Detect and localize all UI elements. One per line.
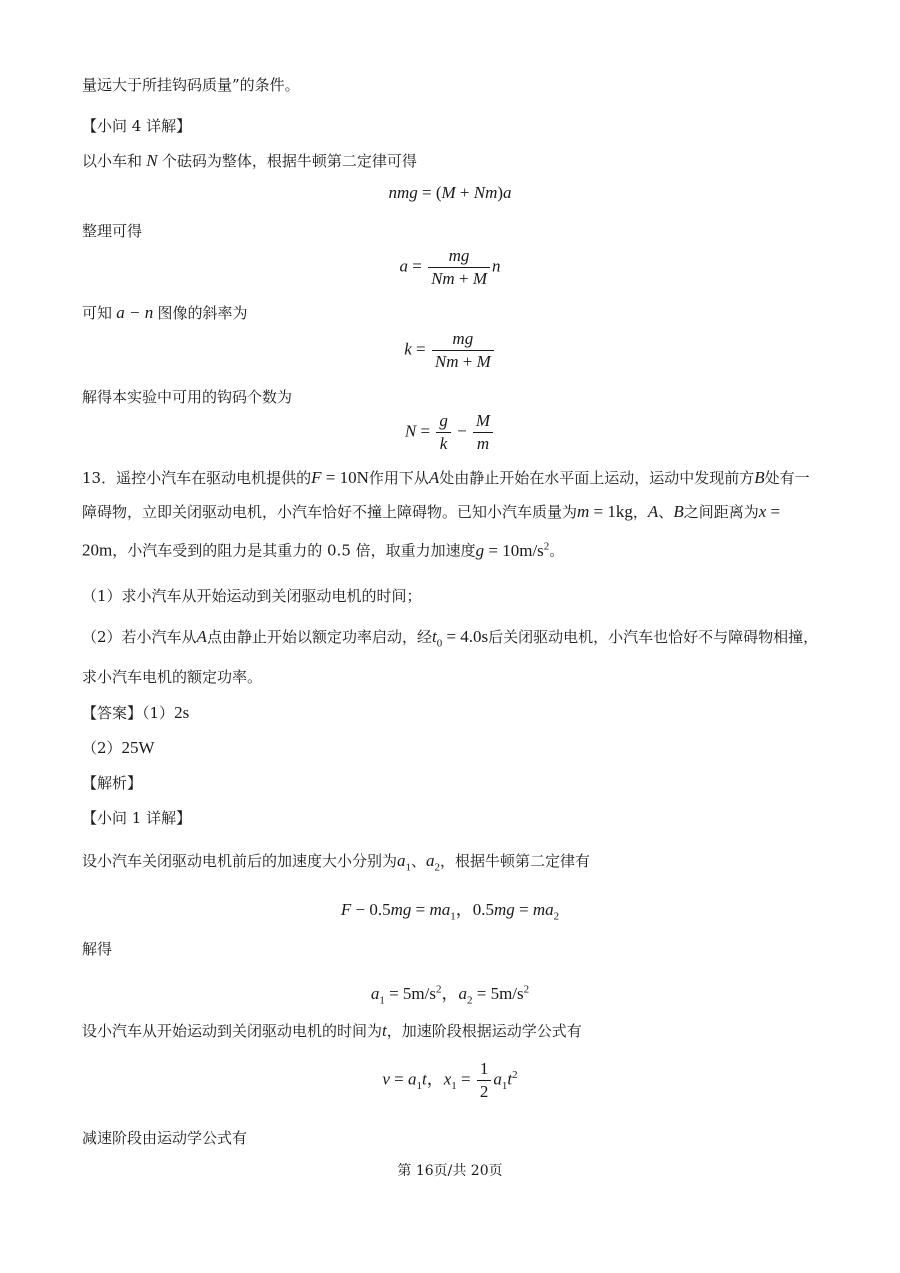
text: 之间距离为: [683, 503, 759, 521]
text: （2）若小汽车从: [82, 628, 197, 646]
text: 处有一障碍物，立即关闭驱动电机，小汽车恰好不撞上障碍物。已知小汽车质量为: [82, 469, 810, 521]
section-heading: 【小问 1 详解】: [82, 809, 192, 827]
equation: $F - 0.5mg = ma_1$，$0.5mg = ma_2$: [340, 900, 560, 923]
text: 以小车和: [82, 152, 143, 170]
text-line: 减速阶段由运动学公式有: [82, 1129, 248, 1147]
text: 、: [658, 503, 674, 521]
page-footer: 第 16页/共 20页: [397, 1163, 503, 1179]
sub-question-2: （2）若小汽车从A点由静止开始以额定功率启动，经$t_0 = 4.0s$后关闭驱动电机，小汽车也恰好不与障碍物相撞，求小汽车电机的额定功率。: [82, 627, 819, 687]
text: 后关闭驱动电机，小汽车也恰好不与障碍物相撞，求小汽车电机的额定功率。: [82, 628, 819, 687]
equation: nmg = (M + Nm)a: [388, 183, 512, 202]
text: ，根据牛顿第二定律有: [440, 852, 591, 870]
section-heading: 【小问 4 详解】: [82, 117, 192, 135]
analysis-heading: 【解析】: [82, 774, 143, 792]
text: 设小汽车从开始运动到关闭驱动电机的时间为: [82, 1022, 383, 1040]
text-line: 整理可得: [82, 222, 143, 240]
text: ，小汽车受到的阻力是其重力的 0.5 倍，取重力加速度: [112, 541, 476, 560]
sub-question-1: （1）求小汽车从开始运动到关闭驱动电机的时间；: [82, 587, 422, 605]
text: ，加速阶段根据运动学公式有: [386, 1022, 582, 1040]
text: 图像的斜率为: [157, 304, 248, 322]
text-line: 设小汽车关闭驱动电机前后的加速度大小分别为$a_1$、$a_2$，根据牛顿第二定律有: [82, 851, 591, 874]
text: 个砝码为整体，根据牛顿第二定律可得: [161, 152, 417, 170]
text: ，: [632, 503, 648, 521]
answer-2: [82, 737, 155, 758]
equation: N = $\frac{g}{k}$ − $\frac{M}{m}$: [0, 410, 900, 455]
answer-value: 2s: [174, 703, 190, 722]
text-line: 可知 a − n 图像的斜率为: [82, 303, 248, 322]
text: 设小汽车关闭驱动电机前后的加速度大小分别为: [82, 852, 398, 870]
text: 处由静止开始在水平面上运动，运动中发现前方: [439, 469, 755, 487]
equation: a = $\frac{mg}{Nm + M}$ n: [399, 246, 501, 288]
text-line: 解得本实验中可用的钩码个数为: [82, 388, 293, 406]
text: 作用下从: [368, 469, 429, 487]
text-line: 设小汽车从开始运动到关闭驱动电机的时间为t，加速阶段根据运动学公式有: [82, 1021, 582, 1040]
equation: $a_1 = 5m/s^2$，$a_2 = 5m/s^2$: [370, 983, 530, 1007]
text: 、: [411, 852, 427, 870]
text-line: 以小车和 N 个砝码为整体，根据牛顿第二定律可得: [82, 151, 417, 170]
equation: k = $\frac{mg}{Nm + M}$: [0, 328, 900, 373]
text: 点由静止开始以额定功率启动，经: [206, 628, 432, 646]
text: 13．遥控小汽车在驱动电机提供的: [82, 469, 312, 487]
answer-value: 25W: [121, 738, 155, 757]
equation: $v = a_1t$，$x_1$ = $\frac{1}{2}$ $a_1t^2$: [382, 1059, 518, 1101]
text-line: 解得: [82, 940, 113, 958]
text: 。: [549, 541, 565, 560]
question-13-text: 13．遥控小汽车在驱动电机提供的F = 10N作用下从A处由静止开始在水平面上运动，运动中发现前方B处有一障碍物，立即关闭驱动电机，小汽车恰好不撞上障碍物。已知小汽车质量为m = 1kg，A、B之间距离为x = 20m，小汽车受到的阻力是其重力的 0.5 倍，取重力加速度$g = 10m/s^2$。: [82, 468, 810, 560]
text: （2）: [82, 739, 122, 757]
text: （1）: [142, 704, 175, 722]
text-line: 量远大于所挂钩码质量”的条件。: [82, 76, 300, 94]
answer-1: [82, 702, 189, 723]
text: 可知: [82, 304, 113, 322]
answer-label: 【答案】: [82, 704, 143, 722]
